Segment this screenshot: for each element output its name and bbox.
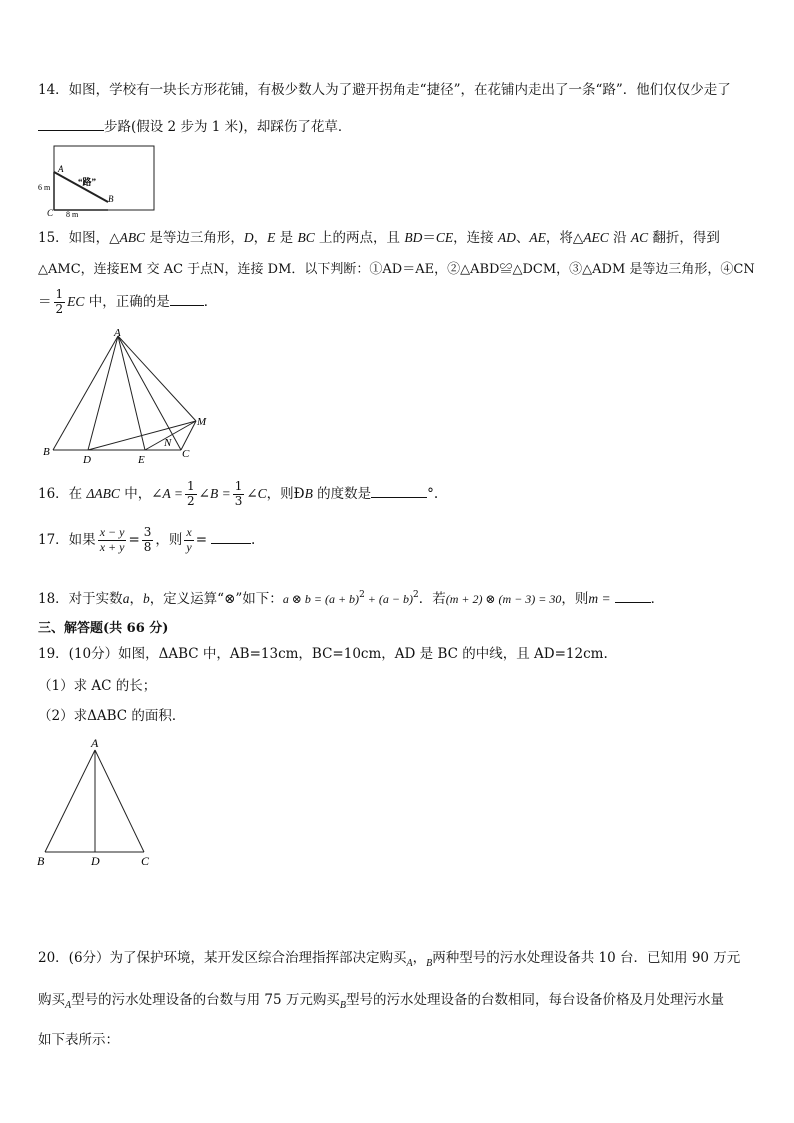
- q15-frac-den: 2: [55, 301, 64, 316]
- q20-t: A: [65, 1000, 72, 1011]
- q15-t: AE: [529, 230, 546, 245]
- q16-t: ∠A =: [151, 485, 184, 501]
- q15-t: D: [243, 230, 254, 245]
- q14-label-side: 6 m: [38, 183, 51, 192]
- q18-t: 2: [359, 590, 365, 600]
- q18-t: ，则: [561, 591, 589, 607]
- q16-frac1-num: 1: [187, 479, 195, 493]
- q16-t: ΔABC: [86, 485, 120, 501]
- q14-line2-text: 步路(假设 2 步为 1 米)，却踩伤了花草．: [104, 119, 352, 135]
- q19-label-b: B: [37, 854, 45, 868]
- q16-frac1-den: 2: [187, 493, 195, 508]
- q16-frac2-num: 1: [234, 479, 243, 493]
- q19-label-c: C: [141, 854, 150, 868]
- q15-t: ，将△: [545, 230, 584, 246]
- q14-label-bottom: 8 m: [66, 210, 79, 218]
- q18-t: (m + 2) ⊗ (m − 3) = 30: [445, 592, 562, 606]
- q20-t: 型号的污水处理设备的台数与用 75 万元购买: [71, 992, 340, 1008]
- q16-t: 的度数是: [312, 485, 372, 502]
- q20-line2: [38, 994, 724, 1011]
- q17-frac2-den: 8: [143, 539, 152, 554]
- q17-frac1: [98, 526, 127, 555]
- q16-frac1: [185, 480, 197, 509]
- section-heading: 三、解答题(共 66 分): [38, 621, 169, 636]
- q15-correct: 中，正确的是: [84, 293, 170, 310]
- q15-t: AEC: [583, 230, 609, 245]
- q17-answer-blank[interactable]: [211, 531, 251, 544]
- q17-t: =: [128, 531, 140, 548]
- q15-line-am: [118, 336, 196, 421]
- q18-t: ，定义运算“⊗”如下：: [149, 591, 283, 607]
- q17-frac1-num: x − y: [99, 525, 125, 539]
- q16-t: °.: [427, 485, 439, 502]
- q15-t: AC: [630, 230, 649, 245]
- q15-t: 、: [515, 230, 530, 246]
- q17-frac3-den: y: [186, 539, 192, 554]
- q18-t: ．若: [418, 591, 446, 607]
- q18-t: b: [142, 591, 150, 606]
- q15-label-a: A: [114, 328, 121, 339]
- q20-t: 20．(6分）为了保护环境，某开发区综合治理指挥部决定购买: [38, 950, 407, 966]
- q18-t: 2: [412, 590, 419, 600]
- q16-t: ∠C: [246, 485, 267, 501]
- q16-frac2: [233, 480, 245, 509]
- q14-answer-blank[interactable]: [38, 118, 104, 131]
- q15-t: 是: [275, 230, 298, 246]
- q15-t: ，连接: [453, 230, 498, 246]
- q20-line1: [38, 952, 740, 969]
- q20-t: ，: [412, 950, 427, 966]
- q16-t: B: [304, 485, 313, 501]
- q15-t: ＝: [422, 230, 436, 246]
- q15-label-d: D: [83, 454, 91, 464]
- q15-t: ，: [253, 230, 268, 246]
- q15-line-ac: [118, 336, 181, 450]
- q15-line-ab: [53, 336, 118, 450]
- q15-t: 上的两点，且: [314, 230, 405, 246]
- q17-t: 17．如果: [38, 531, 96, 548]
- q15-t: CE: [435, 230, 454, 245]
- q17-frac3: [184, 526, 193, 555]
- q17-line: [38, 526, 255, 555]
- q15-line2: △AMC，连接EM 交 AC 于点N，连接 DM．以下判断：①AD＝AE，②△ABD≌△DCM，③△ADM 是等边三角形，④CN: [38, 262, 755, 277]
- q15-t: BD: [404, 230, 423, 245]
- q15-line3: [38, 288, 217, 317]
- q18-t: m =: [588, 591, 611, 606]
- q18-answer-blank[interactable]: [615, 590, 651, 603]
- q15-t: AD: [497, 230, 516, 245]
- q14-figure: [38, 142, 160, 218]
- q15-t: △ABC: [109, 230, 146, 245]
- q18-line: [38, 590, 664, 607]
- q16-frac2-den: 3: [234, 493, 243, 508]
- q20-t: 型号的污水处理设备的台数相同，每台设备价格及月处理污水量: [345, 992, 724, 1008]
- q15-frac-num: 1: [55, 287, 64, 301]
- q20-t: A: [406, 958, 413, 969]
- q15-label-b: B: [43, 446, 50, 458]
- q15-line-ad: [88, 336, 118, 450]
- q16-t: ∠B =: [198, 485, 231, 501]
- q16-t: 16．在: [38, 485, 87, 502]
- q19-label-d: D: [91, 854, 100, 868]
- q19-figure: [34, 734, 158, 870]
- q19-line-ab: [45, 750, 95, 852]
- q17-t: =: [195, 531, 208, 548]
- q17-t: ，则: [155, 531, 183, 548]
- q14-label-path: “路”: [78, 177, 97, 187]
- q19-line-ac: [95, 750, 144, 852]
- q14-line2: [38, 118, 351, 135]
- q20-t: 购买: [38, 992, 65, 1008]
- q18-t: 18．对于实数: [38, 591, 123, 607]
- q16-t: 中，: [119, 485, 152, 502]
- q19-line1: 19．(10分）如图，ΔABC 中，AB=13cm，BC=10cm，AD 是 BC 的中线，且 AD=12cm.: [38, 646, 608, 662]
- q17-frac2: [142, 526, 154, 555]
- q14-line1: 14．如图，学校有一块长方形花铺，有极少数人为了避开拐角走“捷径”，在花铺内走出了一条“路”．他们仅仅少走了: [38, 82, 731, 98]
- q15-ec: EC: [67, 293, 85, 309]
- q15-eq: ＝: [38, 293, 52, 310]
- q15-fraction: [54, 288, 66, 317]
- q15-figure: [38, 328, 224, 464]
- q16-line: [38, 480, 438, 509]
- q20-line3: 如下表所示：: [38, 1032, 119, 1048]
- q15-label-c: C: [182, 448, 190, 460]
- q19-label-a: A: [91, 736, 99, 750]
- q19-part2: （2）求ΔABC 的面积．: [38, 708, 186, 724]
- q18-t: ．: [650, 591, 665, 607]
- q15-end: ．: [203, 293, 218, 310]
- q15-t: 15．如图，: [38, 230, 110, 246]
- q15-t: BC: [297, 230, 315, 245]
- q18-t: a: [122, 591, 130, 606]
- q20-t: 两种型号的污水处理设备共 10 台．已知用 90 万元: [432, 950, 741, 966]
- q17-frac1-den: x + y: [99, 539, 125, 554]
- q15-label-n: N: [164, 437, 172, 449]
- q18-t: ，: [129, 591, 143, 607]
- q16-answer-blank[interactable]: [371, 485, 427, 498]
- q20-t: B: [426, 958, 433, 969]
- q18-t: a ⊗ b = (a + b): [282, 592, 360, 606]
- q15-t: 是等边三角形，: [145, 230, 244, 246]
- q18-t: + (a − b): [364, 592, 413, 606]
- q15-t: 沿: [608, 230, 631, 246]
- q15-label-e: E: [138, 454, 145, 464]
- q15-answer-blank[interactable]: [170, 293, 204, 306]
- q14-label-a: A: [58, 164, 64, 174]
- q15-label-m: M: [197, 416, 207, 428]
- q14-label-b: B: [108, 194, 114, 204]
- q15-t: 翻折，得到: [648, 230, 720, 246]
- q19-part1: （1）求 AC 的长；: [38, 678, 157, 694]
- q16-t: ，则Ð: [266, 485, 305, 502]
- q15-line-dm: [88, 421, 196, 450]
- q15-t: E: [267, 230, 276, 245]
- q17-frac2-num: 3: [143, 525, 152, 539]
- q17-t: .: [251, 531, 256, 548]
- q14-label-c: C: [47, 208, 54, 218]
- q17-frac3-num: x: [186, 525, 192, 539]
- q15-line-ae: [118, 336, 145, 450]
- q15-line1: [38, 231, 720, 246]
- q20-t: B: [339, 1000, 346, 1011]
